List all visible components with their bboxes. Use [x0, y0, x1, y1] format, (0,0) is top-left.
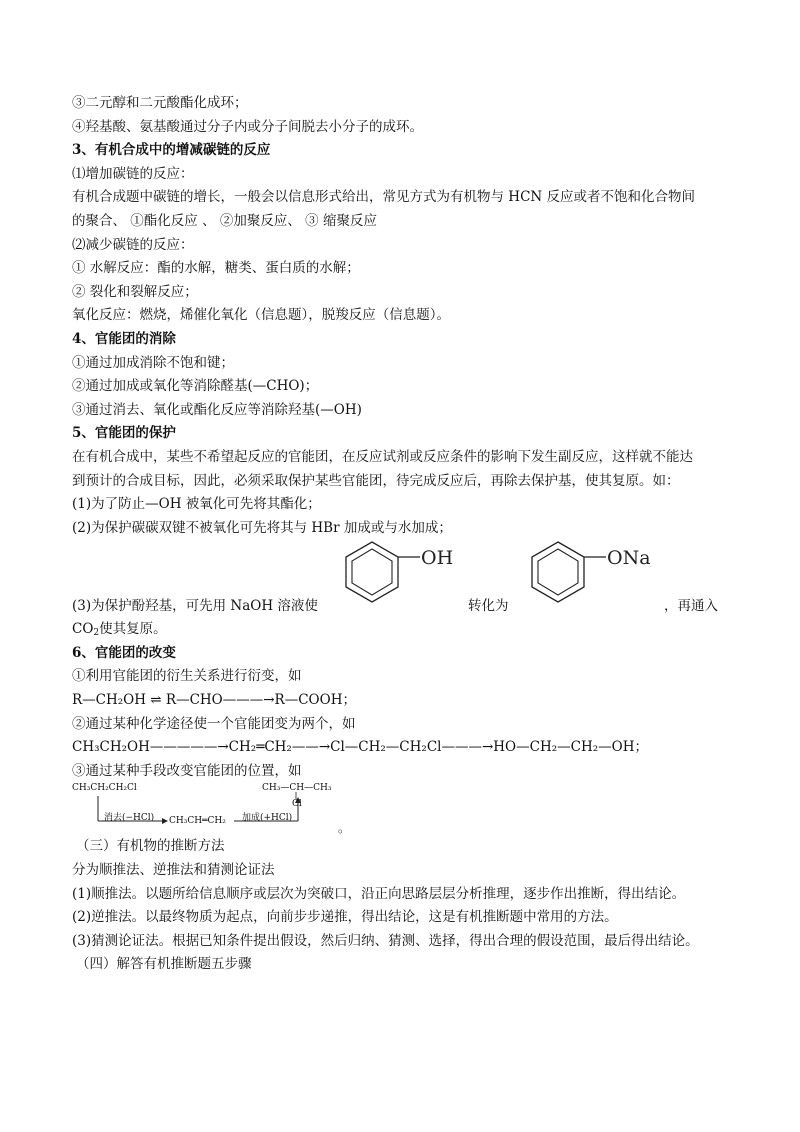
phenol-protection-row	[72, 544, 732, 618]
text-line: 在有机合成中，某些不希望起反应的官能团，在反应试剂或反应条件的影响下发生副反应，这样就不能达	[72, 448, 693, 465]
text-line: ，再通入	[664, 597, 718, 614]
text-line: $CO_2$使其复原。	[72, 621, 167, 639]
text-line: ③通过消去、氧化或酯化反应等消除羟基(—OH)	[72, 401, 362, 418]
isomerization-scheme	[72, 783, 732, 835]
phenoxide-ona-label: ONa	[607, 547, 651, 570]
text-line: 转化为	[468, 597, 509, 614]
section-heading: 4、官能团的消除	[72, 330, 176, 347]
text-line: ② 裂化和裂解反应；	[72, 283, 198, 300]
text-line: 的聚合、 ①酯化反应 、 ②加聚反应、 ③ 缩聚反应	[72, 212, 377, 229]
text-line: (3)为保护酚羟基，可先用 NaOH 溶液使	[72, 597, 318, 614]
text-line: ③通过某种手段改变官能团的位置，如	[72, 762, 302, 779]
text-line: ②通过某种化学途径使一个官能团变为两个，如	[72, 715, 356, 732]
section-heading: （三）有机物的推断方法	[76, 838, 225, 855]
section-heading: 6、官能团的改变	[72, 644, 176, 661]
text-line: ① 水解反应：酯的水解，糖类、蛋白质的水解；	[72, 260, 360, 277]
section-heading: 5、官能团的保护	[72, 425, 176, 442]
reactant-formula: CH₃CH₂CH₂Cl	[72, 783, 137, 794]
text-line: (1)为了防止—OH 被氧化可先将其酯化；	[72, 496, 321, 513]
section-heading: （四）解答有机推断题五步骤	[76, 956, 252, 973]
reaction-equation: R—CH₂OH ⇌ R—CHO———→R—COOH；	[72, 692, 356, 709]
text-line: (3)猜测论证法。根据已知条件提出假设，然后归纳、猜测、选择，得出合理的假设范围，最后得出结论。	[72, 932, 699, 949]
text-line: ③二元醇和二元酸酯化成环；	[72, 95, 248, 111]
text-line: (2)逆推法。以最终物质为起点，向前步步递推，得出结论，这是有机推断题中常用的方法。	[72, 909, 618, 926]
text-line: 分为顺推法、逆推法和猜测论证法	[72, 862, 275, 879]
end-mark: 。	[338, 821, 351, 836]
intermediate-formula: CH₃CH═CH₂	[169, 816, 226, 827]
step-condition: 消去(−HCl)	[104, 813, 155, 824]
phenol-structure	[336, 538, 476, 612]
phenol-oh-label: OH	[421, 547, 454, 570]
text-line: ②通过加成或氧化等消除醛基(—CHO)；	[72, 378, 319, 395]
text-line: ④羟基酸、氨基酸通过分子内或分子间脱去小分子的成环。	[72, 118, 423, 135]
text-line: (1)顺推法。以题所给信息顺序或层次为突破口，沿正向思路层层分析推理，逐步作出推断，得出结论。	[72, 885, 686, 902]
text-line: ①通过加成消除不饱和键；	[72, 354, 234, 371]
product-formula: CH₃—CH—CH₃	[262, 783, 332, 794]
text-line: ①利用官能团的衍生关系进行衍变，如	[72, 668, 302, 685]
phenoxide-structure	[522, 538, 682, 612]
text-line: ⑵减少碳链的反应：	[72, 236, 194, 253]
text-line: 有机合成题中碳链的增长，一般会以信息形式给出，常见方式为有机物与 HCN 反应或者不饱和化合物间	[72, 189, 695, 206]
step-condition: 加成(+HCl)	[242, 813, 293, 824]
text-line: (2)为保护碳碳双键不被氧化可先将其与 HBr 加成或与水加成；	[72, 519, 452, 536]
document-page	[72, 92, 732, 977]
text-line: 氧化反应：燃烧，烯催化氧化（信息题），脱羧反应（信息题）。	[72, 307, 450, 324]
reaction-equation: CH₃CH₂OH—————→CH₂═CH₂——→Cl—CH₂—CH₂Cl———→HO—CH₂—CH₂—OH；	[72, 739, 648, 756]
text-line: 到预计的合成目标，因此，必须采取保护某些官能团，待完成反应后，再除去保护基，使其复原。如：	[72, 472, 680, 489]
product-substituent: Cl	[292, 799, 302, 810]
section-heading: 3、有机合成中的增减碳链的反应	[72, 142, 271, 159]
text-line: ⑴增加碳链的反应：	[72, 165, 194, 182]
